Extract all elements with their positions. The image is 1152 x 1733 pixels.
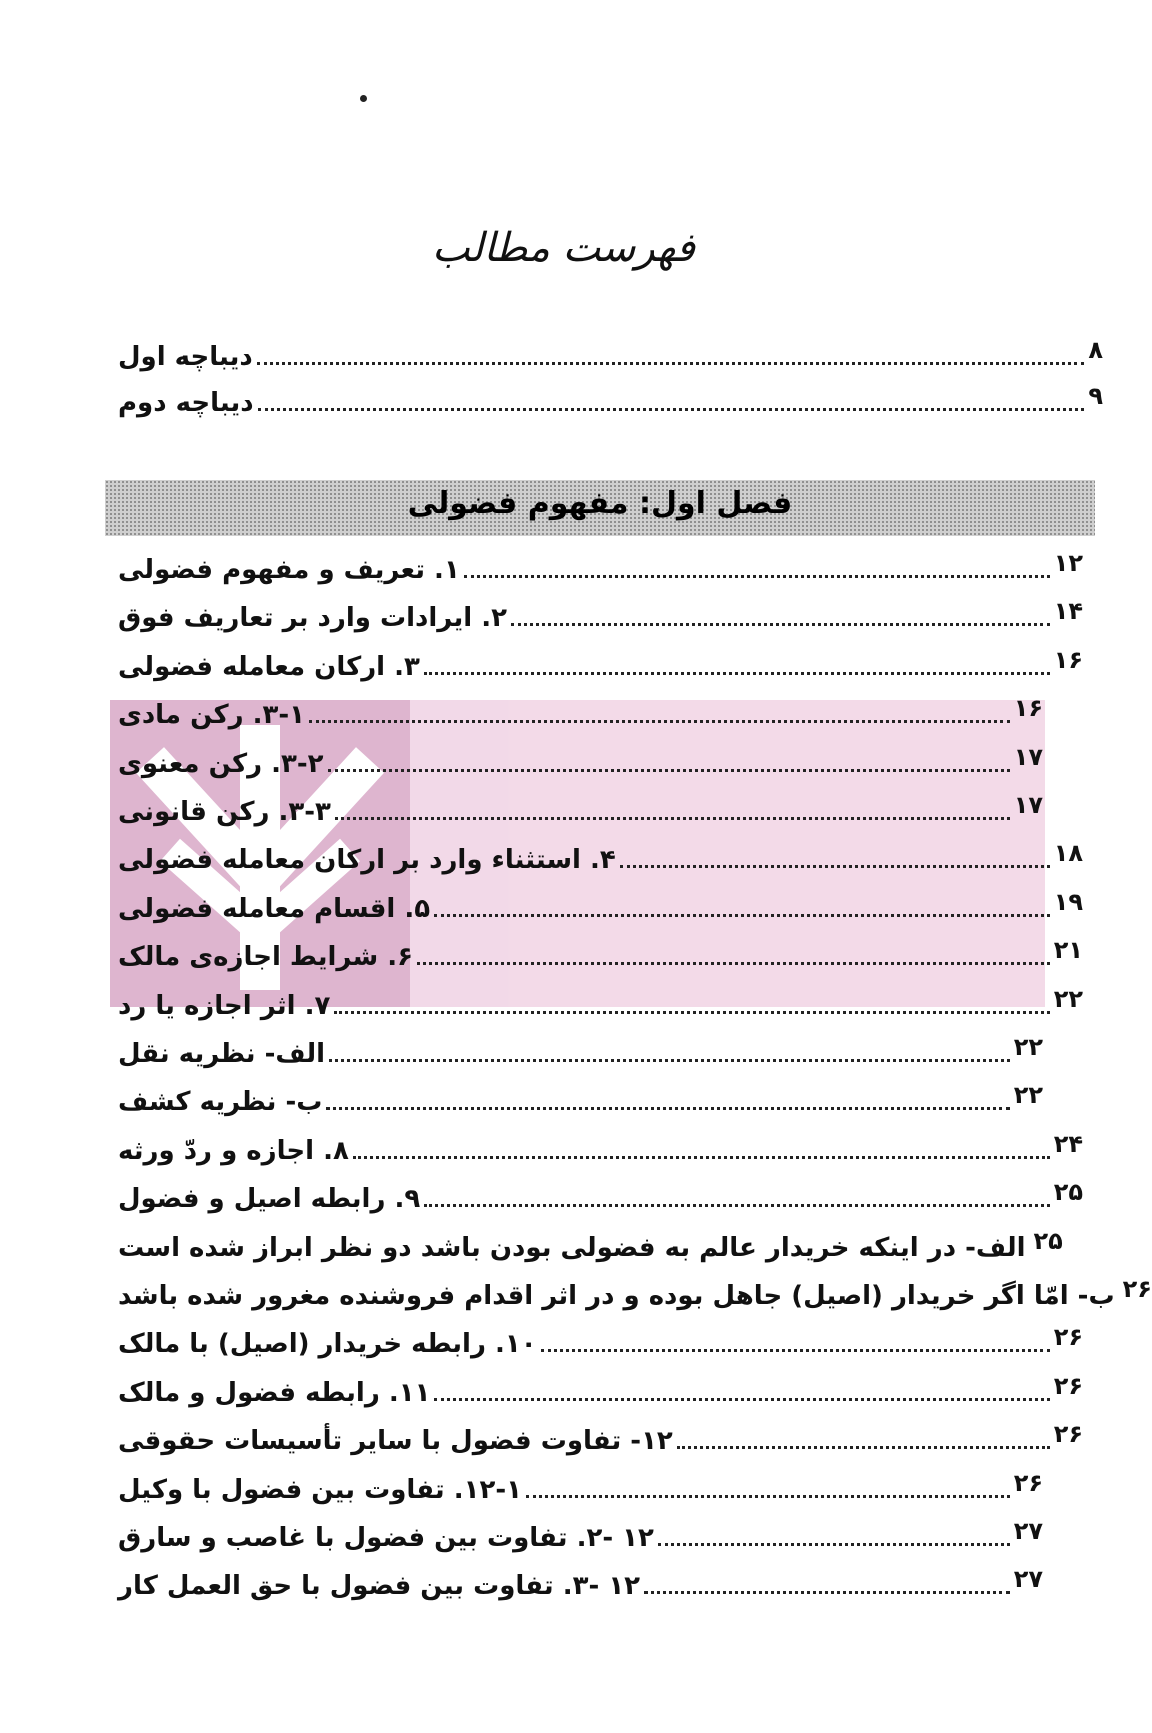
- toc-entry-page: ۲۵: [1033, 1227, 1063, 1255]
- toc-entry-text: ۳-۳. رکن قانونی: [118, 797, 331, 827]
- toc-entry-page: ۱۴: [1053, 597, 1083, 625]
- toc-entry-text: ب- نظریه کشف: [118, 1087, 323, 1117]
- toc-leader: [309, 720, 1010, 723]
- toc-entry: [118, 1032, 1043, 1076]
- toc-leader: [658, 1543, 1010, 1546]
- toc-leader: [424, 672, 1050, 675]
- chapter-heading-band: [105, 480, 1095, 536]
- toc-leader: [434, 914, 1050, 917]
- toc-entry-text: الف- در اینکه خریدار عالم به فضولی بودن باشد دو نظر ابراز شده است: [118, 1233, 1026, 1263]
- toc-entry-page: ۲۶: [1053, 1420, 1083, 1448]
- toc-entry-text: ۱۰. رابطه خریدار (اصیل) با مالک: [118, 1329, 537, 1359]
- toc-entry-text: ۹. رابطه اصیل و فضول: [118, 1184, 421, 1214]
- toc-entry-page: ۲۲: [1053, 985, 1083, 1013]
- toc-entry-page: ۲۴: [1053, 1130, 1083, 1158]
- toc-entry: [118, 335, 1103, 379]
- toc-entry: [118, 1177, 1083, 1221]
- toc-entry-page: ۲۶: [1122, 1275, 1152, 1303]
- toc-entry-text: ۸. اجازه و ردّ ورثه: [118, 1136, 349, 1166]
- toc-leader: [644, 1591, 1010, 1594]
- toc-entry-text: ۱۲ -۲. تفاوت بین فضول با غاصب و سارق: [118, 1523, 654, 1553]
- chapter-heading: فصل اول: مفهوم فضولی: [407, 486, 793, 521]
- toc-entry-page: ۲۲: [1013, 1033, 1043, 1061]
- toc-entry: [118, 1274, 1152, 1318]
- toc-leader: [328, 769, 1010, 772]
- toc-entry: [118, 645, 1083, 689]
- toc-leader: [511, 623, 1050, 626]
- toc-entry: [118, 1371, 1083, 1415]
- toc-entry: [118, 1226, 1063, 1270]
- toc-entry-page: ۲۱: [1053, 936, 1083, 964]
- toc-entry-page: ۱۷: [1013, 743, 1043, 771]
- toc-leader: [353, 1156, 1050, 1159]
- toc-entry: [118, 596, 1083, 640]
- toc-entry: [118, 1564, 1043, 1608]
- toc-leader: [424, 1204, 1049, 1207]
- toc-leader: [257, 362, 1085, 365]
- toc-leader: [329, 1059, 1010, 1062]
- toc-entry-page: ۹: [1088, 382, 1103, 410]
- toc-entry: [118, 984, 1083, 1028]
- toc-entry: [118, 887, 1083, 931]
- toc-leader: [335, 817, 1010, 820]
- toc-entry-page: ۲۶: [1053, 1372, 1083, 1400]
- toc-entry-text: ۱۲-۱. تفاوت بین فضول با وکیل: [118, 1475, 522, 1505]
- toc-leader: [326, 1107, 1009, 1110]
- toc-entry-page: ۱۲: [1053, 549, 1083, 577]
- toc-entry: [118, 742, 1043, 786]
- toc-entry: [118, 548, 1083, 592]
- toc-leader: [464, 575, 1050, 578]
- toc-entry-page: ۱۹: [1053, 888, 1083, 916]
- toc-entry-text: ۵. اقسام معامله فضولی: [118, 894, 431, 924]
- toc-entry: [118, 1468, 1043, 1512]
- toc-entry-text: ۴. استثناء وارد بر ارکان معامله فضولی: [118, 845, 616, 875]
- page-title: فهرست مطالب: [431, 225, 696, 271]
- toc-entry: [118, 381, 1103, 425]
- toc-entry: [118, 1419, 1083, 1463]
- toc-leader: [417, 962, 1050, 965]
- toc-entry-text: ۱۲ -۳. تفاوت بین فضول با حق العمل کار: [118, 1571, 641, 1601]
- toc-entry-page: ۸: [1088, 336, 1103, 364]
- ink-speck: [360, 95, 367, 102]
- toc-entry-text: ۱. تعریف و مفهوم فضولی: [118, 555, 460, 585]
- toc-entry-page: ۲۶: [1053, 1323, 1083, 1351]
- toc-entry-page: ۲۶: [1013, 1469, 1043, 1497]
- toc-entry: [118, 838, 1083, 882]
- toc-entry-page: ۲۵: [1053, 1178, 1083, 1206]
- toc-entry-page: ۲۷: [1013, 1565, 1043, 1593]
- toc-entry-text: ۱۲- تفاوت فضول با سایر تأسیسات حقوقی: [118, 1426, 673, 1456]
- toc-entry-page: ۱۶: [1013, 694, 1043, 722]
- toc-entry-text: دیباچه اول: [118, 342, 253, 372]
- toc-entry-text: دیباچه دوم: [118, 388, 254, 418]
- toc-leader: [541, 1349, 1050, 1352]
- toc-entry: [118, 935, 1083, 979]
- toc-entry-page: ۱۶: [1053, 646, 1083, 674]
- toc-leader: [434, 1398, 1049, 1401]
- toc-entry-page: ۱۷: [1013, 791, 1043, 819]
- toc-entry-text: ۳-۲. رکن معنوی: [118, 749, 324, 779]
- toc-entry: [118, 1080, 1043, 1124]
- toc-entry: [118, 1322, 1083, 1366]
- toc-entry-text: ۳. ارکان معامله فضولی: [118, 652, 420, 682]
- toc-entry-text: ۷. اثر اجازه یا رد: [118, 991, 331, 1021]
- toc-leader: [526, 1495, 1010, 1498]
- toc-leader: [334, 1011, 1049, 1014]
- toc-entry: [118, 790, 1043, 834]
- toc-entry: [118, 1516, 1043, 1560]
- toc-entry-page: ۲۷: [1013, 1517, 1043, 1545]
- toc-entry: [118, 693, 1043, 737]
- toc-leader: [677, 1446, 1050, 1449]
- toc-leader: [258, 408, 1085, 411]
- toc-entry-page: ۱۸: [1053, 839, 1083, 867]
- toc-entry: [118, 1129, 1083, 1173]
- toc-entry-page: ۲۲: [1013, 1081, 1043, 1109]
- toc-entry-text: الف- نظریه نقل: [118, 1039, 326, 1069]
- toc-entry-text: ۶. شرایط اجازه‌ی مالک: [118, 942, 413, 972]
- toc-leader: [620, 865, 1050, 868]
- toc-entry-text: ۱۱. رابطه فضول و مالک: [118, 1378, 431, 1408]
- toc-entry-text: ب- امّا اگر خریدار (اصیل) جاهل بوده و در اثر اقدام فروشنده مغرور شده باشد: [118, 1281, 1115, 1311]
- toc-entry-text: ۳-۱. رکن مادی: [118, 700, 306, 730]
- toc-entry-text: ۲. ایرادات وارد بر تعاریف فوق: [118, 603, 507, 633]
